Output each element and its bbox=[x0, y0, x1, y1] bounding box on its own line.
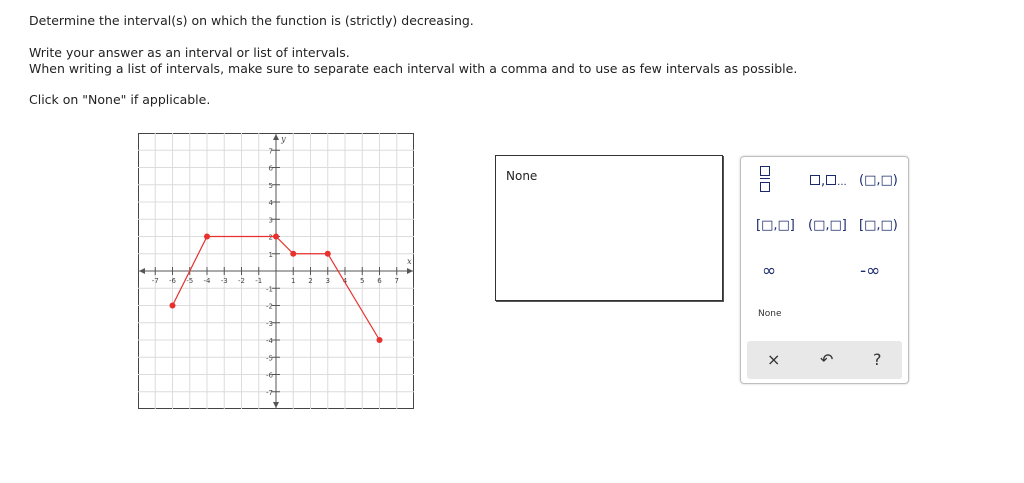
y-tick-label: 3 bbox=[268, 216, 273, 225]
x-tick-label: 7 bbox=[394, 277, 399, 285]
open-interval-button[interactable]: (□,□) bbox=[859, 173, 898, 188]
function-point bbox=[290, 251, 296, 257]
y-tick-label: -5 bbox=[266, 354, 273, 363]
graph-svg bbox=[138, 133, 414, 409]
y-tick-label: -1 bbox=[266, 285, 273, 294]
fraction-bar-icon bbox=[760, 178, 770, 179]
x-tick-label: -5 bbox=[186, 277, 194, 285]
undo-icon[interactable]: ↶ bbox=[820, 350, 834, 369]
x-tick-label: 1 bbox=[291, 277, 296, 285]
y-tick-label: -4 bbox=[266, 337, 273, 345]
y-tick-label: -7 bbox=[266, 388, 273, 397]
x-tick-label: 4 bbox=[342, 277, 348, 285]
math-palette bbox=[740, 156, 909, 384]
function-point bbox=[170, 303, 176, 309]
function-point bbox=[325, 251, 331, 257]
x-tick-label: 2 bbox=[308, 277, 313, 285]
answer-value: None bbox=[506, 169, 538, 183]
function-point bbox=[273, 234, 279, 240]
answer-input[interactable] bbox=[495, 155, 723, 301]
none-button[interactable]: None bbox=[758, 309, 782, 319]
x-tick-label: -1 bbox=[255, 277, 263, 285]
half-open-right-button[interactable]: [□,□) bbox=[859, 218, 898, 233]
y-tick-label: 5 bbox=[268, 181, 273, 190]
box-icon bbox=[826, 175, 836, 185]
x-tick-label: -6 bbox=[169, 277, 176, 285]
function-point bbox=[377, 337, 383, 343]
x-tick-label: -4 bbox=[203, 277, 211, 285]
fraction-button[interactable] bbox=[760, 166, 770, 194]
x-tick-label: 6 bbox=[377, 277, 382, 285]
x-tick-label: -2 bbox=[238, 277, 245, 285]
x-tick-label: 3 bbox=[325, 277, 330, 285]
x-tick-label: 5 bbox=[360, 277, 365, 285]
question-text: Determine the interval(s) on which the function is (strictly) decreasing. bbox=[29, 13, 474, 28]
function-point bbox=[204, 234, 210, 240]
instruction-text-1: Write your answer as an interval or list of intervals. bbox=[29, 45, 350, 60]
closed-interval-button[interactable]: [□,□] bbox=[756, 218, 795, 233]
clear-icon[interactable]: × bbox=[767, 350, 781, 369]
list-button[interactable]: , ... bbox=[809, 174, 847, 189]
x-tick-label: -3 bbox=[220, 277, 228, 285]
y-tick-label: -6 bbox=[266, 371, 273, 380]
help-icon[interactable]: ? bbox=[873, 350, 882, 369]
y-tick-label: -3 bbox=[266, 319, 273, 328]
y-tick-label: 6 bbox=[268, 164, 273, 173]
negative-infinity-button[interactable]: -∞ bbox=[860, 261, 881, 281]
denominator-box-icon bbox=[760, 182, 770, 192]
y-tick-label: 2 bbox=[268, 233, 273, 242]
x-tick-label: -7 bbox=[151, 277, 159, 285]
y-axis-label: y bbox=[281, 134, 286, 144]
y-tick-label: -2 bbox=[266, 302, 273, 311]
palette-toolbar bbox=[747, 341, 902, 379]
list-ellipsis: ... bbox=[837, 177, 847, 188]
function-graph bbox=[138, 133, 414, 409]
infinity-button[interactable]: ∞ bbox=[762, 261, 777, 281]
half-open-left-button[interactable]: (□,□] bbox=[808, 218, 847, 233]
x-axis-label: x bbox=[407, 257, 412, 267]
y-tick-label: 4 bbox=[268, 199, 273, 207]
y-tick-label: 1 bbox=[268, 250, 273, 259]
box-icon bbox=[810, 175, 820, 185]
instruction-text-3: Click on "None" if applicable. bbox=[29, 92, 211, 107]
y-tick-label: 7 bbox=[268, 147, 273, 156]
instruction-text-2: When writing a list of intervals, make sure to separate each interval with a comma and to use as few intervals as possible. bbox=[29, 61, 798, 76]
numerator-box-icon bbox=[760, 166, 770, 176]
